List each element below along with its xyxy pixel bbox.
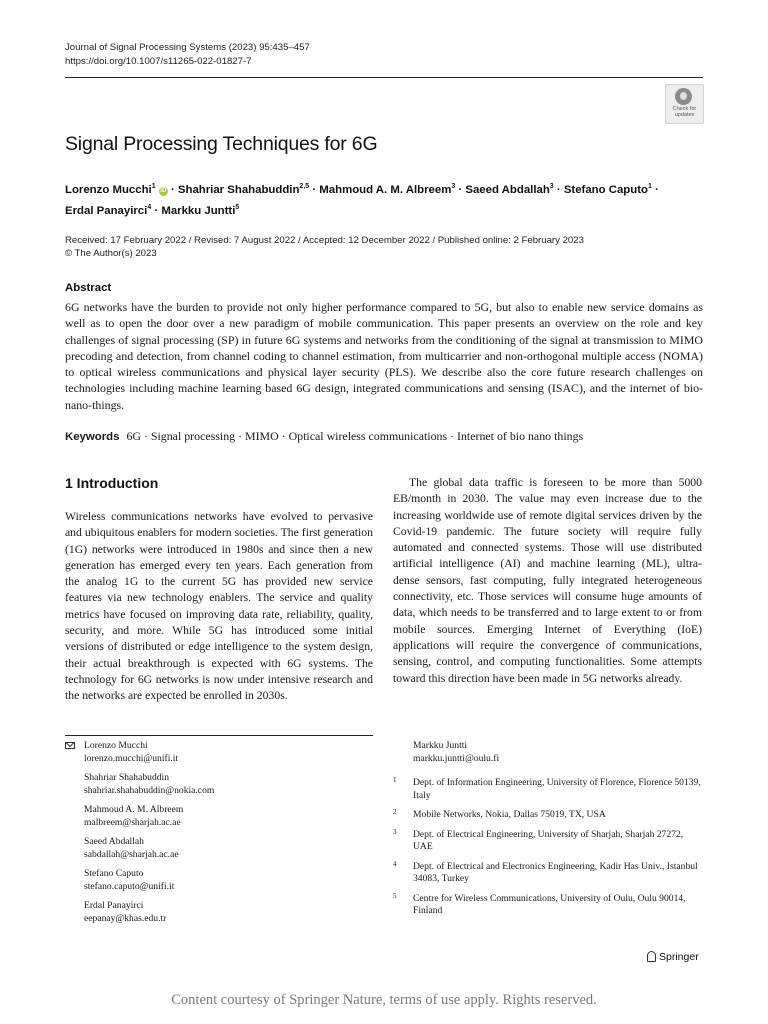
section-heading: 1 Introduction [65, 475, 159, 491]
contact-email[interactable]: malbreem@sharjah.ac.ae [84, 816, 181, 828]
affiliation-number: 2 [393, 808, 397, 816]
contact-name: Mahmoud A. M. Albreem [84, 804, 184, 815]
contact-name: Erdal Panayirci [84, 900, 144, 911]
keywords-label: Keywords [65, 431, 120, 443]
author-affiliation-ref: 1 [647, 183, 652, 190]
publisher-name: Springer [659, 951, 699, 963]
author-affiliation-ref: 4 [147, 203, 152, 211]
crossmark-label-line1: Check for [672, 106, 697, 112]
check-for-updates-badge[interactable] [665, 84, 704, 124]
publisher-logo [647, 951, 699, 963]
intro-paragraph-2: The global data traffic is foreseen to be more than 5000 EB/month in 2030. The value may even increase due to the increasing worldwide use of remote digital services driven by the Covid-19 pandemic. The future society will require fully automated and connected systems. Those will use distributed artificial intelligence (AI) and machine learning (ML), ultra-dense sensors, fast computing, fully integrated heterogeneous connectivity, etc. Those services will consume huge amounts of data, which needs to be transferred and to large extent to or from mobile sources. Emerging Internet of Everything (IoE) applications will require the convergence of communications, sensing, control, and computing functionalities. Some attempts toward this direction have been made in 5G networks already. [393, 476, 702, 685]
author-name: Lorenzo Mucchi [65, 183, 152, 196]
affiliation-item [393, 829, 703, 854]
contact-entry [84, 804, 373, 829]
affiliation-number: 4 [393, 859, 397, 868]
contact-email[interactable]: lorenzo.mucchi@unifi.it [84, 752, 179, 764]
contact-name: Markku Juntti [413, 740, 468, 751]
envelope-icon [65, 742, 75, 749]
abstract-heading: Abstract [65, 282, 112, 294]
affiliation-item [393, 809, 703, 822]
springer-horse-icon [647, 951, 656, 962]
author-name: Markku Juntti [161, 204, 236, 217]
author-affiliation-ref: 3 [451, 183, 456, 190]
author-affiliation-ref: 1 [151, 183, 156, 190]
intro-paragraph-1: Wireless communications networks have evolved to pervasive and ubiquitous enablers for modern societies. The first generation (1G) networks were introduced in 1980s and since then a new generation has emerged every ten years. Each generation from the analog 1G to the current 5G has provided new service features via new technology enablers. The service and quality metrics have focused on improving data rate, reliability, quality, security, and more. While 5G has introduced some initial versions of distributed or edge intelligence to the system design, their actual breakthrough is expected with 6G systems. The technology for 6G networks is now under intensive research and the networks are expected be enrolled in 2030s. [65, 510, 373, 703]
affiliation-list [393, 777, 703, 925]
copyright-notice: © The Author(s) 2023 [65, 248, 157, 259]
author-name: Shahriar Shahabuddin [177, 183, 300, 196]
author-affiliation-ref: 3 [549, 183, 554, 190]
author-affiliation-ref: 5 [235, 203, 240, 211]
contact-email[interactable]: shahriar.shahabuddin@nokia.com [84, 784, 215, 796]
author-name: Saeed Abdallah [465, 183, 550, 196]
affiliation-number: 1 [393, 776, 397, 784]
keywords-text: 6G · Signal processing · MIMO · Optical wireless communications · Internet of bio nano things [126, 429, 584, 443]
author-name: Mahmoud A. M. Albreem [319, 183, 452, 196]
contact-entry [84, 740, 373, 765]
author-name: Erdal Panayirci [65, 204, 148, 217]
affiliation-number: 5 [393, 891, 397, 900]
orcid-icon[interactable]: iD [160, 187, 167, 194]
footnote-rule [65, 735, 373, 736]
abstract-text: 6G networks have the burden to provide not only higher performance compared to 5G, but also to enable new service domains as well as to open the door over a new paradigm of mobile communication. This paper presents an overview on the role and key challenges of signal processing (SP) in future 6G systems and networks from the conditioning of the signal at transmission to MIMO precoding and detection, from channel coding to channel estimation, from multicarrier and non-orthogonal multiple access (NOMA) to optical wireless communications and physical layer security (PLS). We describe also the core future research challenges on technologies including machine learning based 6G design, integrated communications and sensing (ISAC), and the internet of bio-nano-things. [65, 300, 703, 412]
courtesy-notice: Content courtesy of Springer Nature, terms of use apply. Rights reserved. [171, 992, 597, 1008]
contact-entry-right [413, 740, 703, 765]
affiliation-item [393, 861, 703, 886]
left-column [65, 509, 373, 705]
keywords-line [65, 429, 705, 444]
affiliation-item [393, 777, 703, 802]
contact-email[interactable]: eepanay@khas.edu.tr [84, 912, 167, 924]
affiliation-text: Dept. of Information Engineering, University of Florence, Florence 50139, Italy [413, 777, 701, 801]
contact-email[interactable]: sabdallah@sharjah.ac.ae [84, 848, 179, 860]
crossmark-label-line2: updates [674, 112, 695, 118]
contact-entry [84, 900, 373, 925]
affiliation-text: Centre for Wireless Communications, University of Oulu, Oulu 90014, Finland [413, 892, 686, 916]
doi-link[interactable]: https://doi.org/10.1007/s11265-022-01827-7 [65, 56, 252, 67]
author-list: Lorenzo Mucchi$^1$ iD · Shahriar Shahabuddin$^{2,5}$ · Mahmoud A. M. Albreem$^3$ · Saeed Abdallah$^3$ · Stefano Caputo$^1$ · Erdal Panayirci$^4$ · Markku Juntti$^5$ [65, 183, 659, 217]
header-rule [65, 77, 703, 78]
publication-dates: Received: 17 February 2022 / Revised: 7 August 2022 / Accepted: 12 December 2022 / Published online: 2 February 2023 [65, 235, 584, 246]
contact-entry [84, 868, 373, 893]
publication-dates-block [65, 234, 584, 260]
contact-email[interactable]: stefano.caputo@unifi.it [84, 880, 175, 892]
right-column [393, 475, 702, 687]
contact-name: Saeed Abdallah [84, 836, 144, 847]
contact-name: Lorenzo Mucchi [84, 740, 148, 751]
affiliation-text: Dept. of Electrical and Electronics Engineering, Kadir Has Univ., Istanbul 34083, Turkey [413, 860, 698, 884]
affiliation-item [393, 893, 703, 918]
contact-name: Shahriar Shahabuddin [84, 772, 169, 783]
contact-entry [84, 772, 373, 797]
affiliation-number: 3 [393, 827, 397, 836]
author-name: Stefano Caputo [563, 183, 648, 196]
paper-title: Signal Processing Techniques for 6G [65, 133, 378, 155]
contact-list [65, 740, 373, 932]
affiliation-text: Mobile Networks, Nokia, Dallas 75019, TX, USA [413, 809, 606, 820]
contact-entry [84, 836, 373, 861]
journal-citation: Journal of Signal Processing Systems (2023) 95:435–457 [65, 42, 310, 53]
contact-email[interactable]: markku.juntti@oulu.fi [413, 752, 500, 764]
author-affiliation-ref: 2,5 [299, 183, 310, 190]
affiliation-text: Dept. of Electrical Engineering, University of Sharjah, Sharjah 27272, UAE [413, 828, 684, 852]
crossmark-icon [675, 88, 692, 105]
contact-name: Stefano Caputo [84, 868, 144, 879]
